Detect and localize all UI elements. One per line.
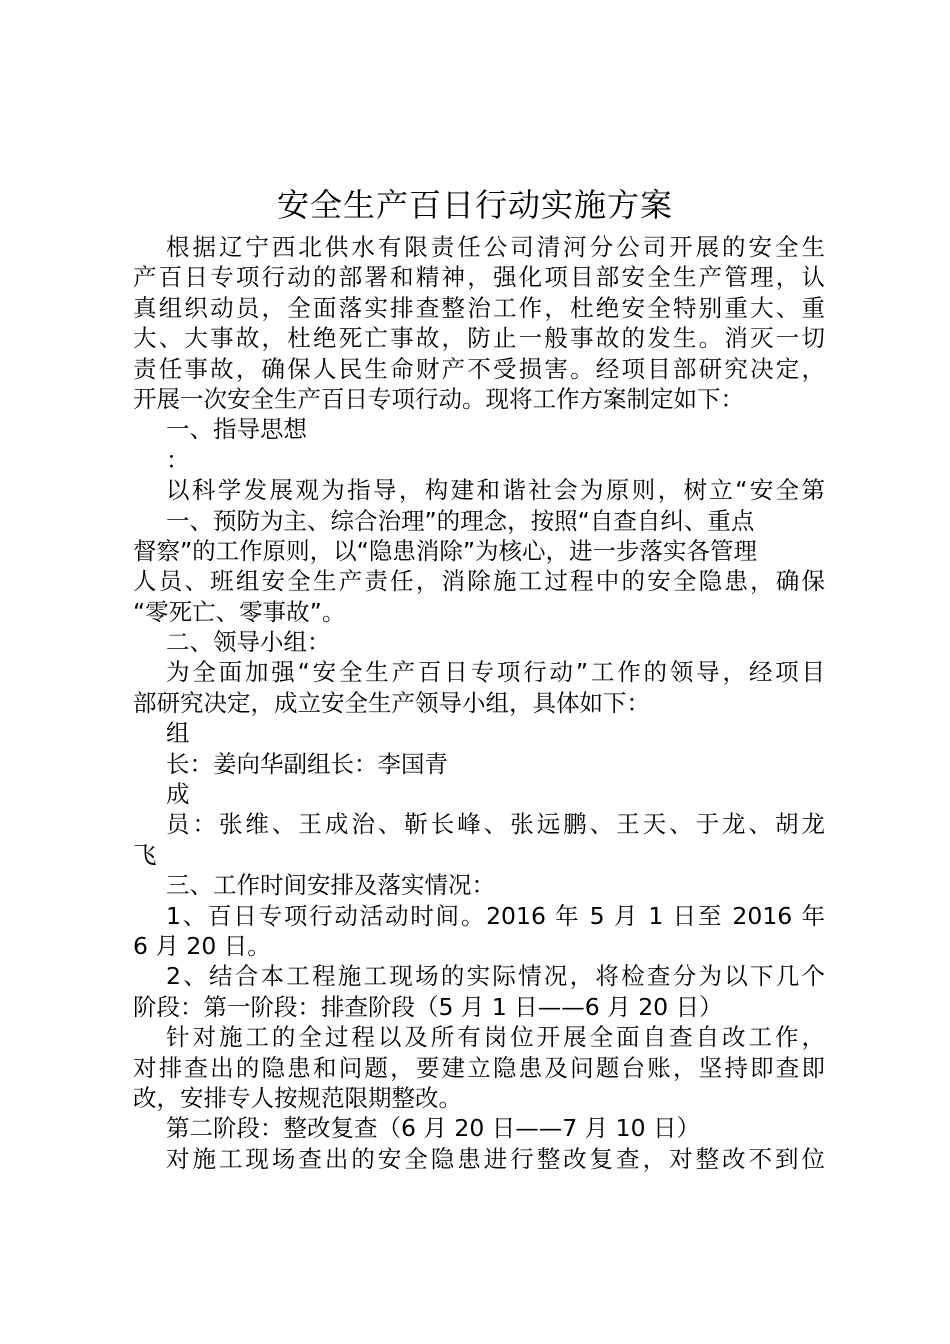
- text-line: 部研究决定，成立安全生产领导小组，具体如下：: [133, 688, 650, 717]
- text-line: 根据辽宁西北供水有限责任公司清河分公司开展的安全生: [166, 233, 825, 261]
- text-line: 组: [166, 719, 190, 748]
- text-line: ：: [166, 445, 190, 474]
- text-line: 开展一次安全生产百日专项行动。现将工作方案制定如下：: [133, 384, 744, 413]
- text-line: 2、结合本工程施工现场的实际情况，将检查分为以下几个: [166, 962, 825, 991]
- text-line: 阶段：第一阶段：排查阶段（5 月 1 日——6 月 20 日）: [133, 992, 723, 1021]
- text-line: 6 月 20 日。: [133, 931, 271, 960]
- text-line: 一、预防为主、综合治理”的理念，按照“自查自纠、重点: [166, 506, 755, 535]
- text-line: 飞: [133, 840, 157, 869]
- text-line: 以科学发展观为指导，构建和谐社会为原则，树立“安全第: [166, 476, 825, 505]
- text-line: 大、大事故，杜绝死亡事故，防止一般事故的发生。消灭一切: [133, 324, 825, 353]
- text-line: 真组织动员，全面落实排查整治工作，杜绝安全特别重大、重: [133, 293, 825, 322]
- text-line: “零死亡、零事故”。: [133, 597, 346, 626]
- text-line: 改，安排专人按规范限期整改。: [133, 1083, 462, 1112]
- text-line: 对施工现场查出的安全隐患进行整改复查，对整改不到位: [166, 1144, 825, 1173]
- text-line: 员：张维、王成治、靳长峰、张远鹏、王天、于龙、胡龙: [166, 810, 825, 839]
- text-line: 第二阶段：整改复查（6 月 20 日——7 月 10 日）: [166, 1114, 701, 1143]
- text-line: 长：姜向华副组长：李国青: [166, 749, 448, 778]
- document-body: [133, 232, 825, 1174]
- text-line: 二、领导小组：: [166, 628, 331, 657]
- text-line: 产百日专项行动的部署和精神，强化项目部安全生产管理，认: [133, 263, 825, 292]
- text-line: 1、百日专项行动活动时间。2016 年 5 月 1 日至 2016 年: [166, 901, 825, 930]
- text-line: 成: [166, 780, 190, 809]
- text-line: 一、指导思想: [166, 415, 307, 444]
- document-title: 安全生产百日行动实施方案: [276, 186, 673, 224]
- text-line: 督察”的工作原则，以“隐患消除”为核心，进一步落实各管理: [133, 536, 758, 565]
- text-line: 对排查出的隐患和问题，要建立隐患及问题台账，坚持即查即: [133, 1053, 825, 1082]
- text-line: 为全面加强“安全生产百日专项行动”工作的领导，经项目: [166, 658, 825, 687]
- text-line: 人员、班组安全生产责任，消除施工过程中的安全隐患，确保: [133, 567, 825, 596]
- text-line: 责任事故，确保人民生命财产不受损害。经项目部研究决定，: [133, 354, 825, 383]
- text-line: 针对施工的全过程以及所有岗位开展全面自查自改工作，: [166, 1023, 825, 1052]
- text-line: 三、工作时间安排及落实情况：: [166, 871, 495, 900]
